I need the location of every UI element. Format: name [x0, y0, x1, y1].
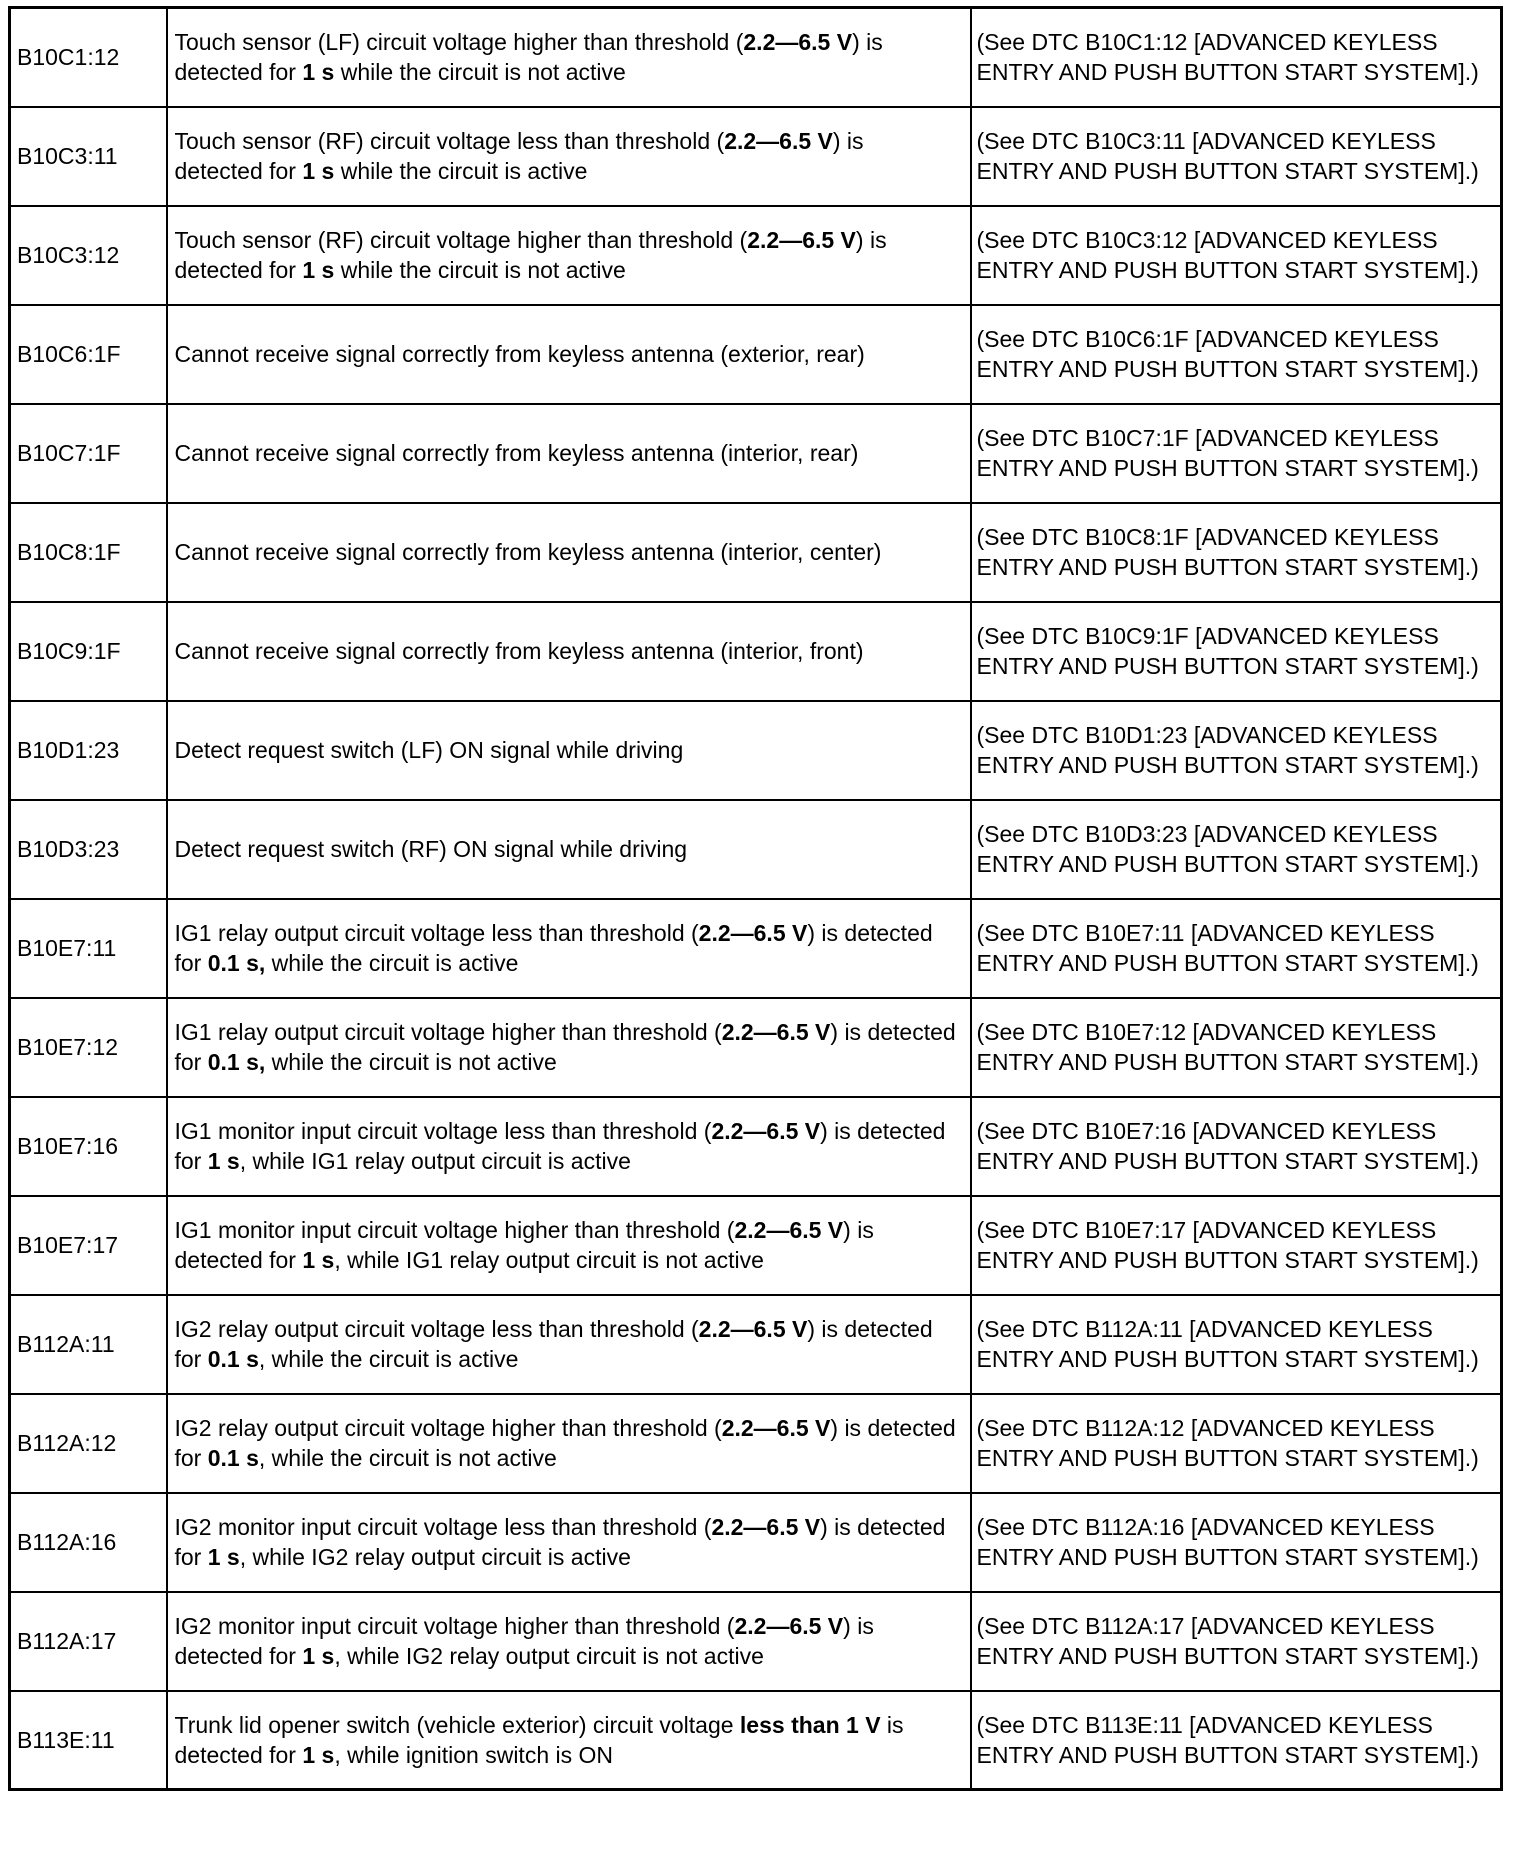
- dtc-code-cell: B10C3:12: [10, 206, 167, 305]
- detection-condition-cell: [167, 998, 971, 1097]
- condition-text: Detect request switch (LF) ON signal while driving: [174, 737, 684, 763]
- table-row: [10, 503, 1502, 602]
- condition-bold-text: 0.1 s,: [207, 1049, 266, 1075]
- condition-text: ) is detected for: [174, 920, 933, 976]
- condition-text: , while the circuit is not active: [258, 1445, 557, 1471]
- table-row: [10, 1592, 1502, 1691]
- condition-text: IG1 relay output circuit voltage higher than threshold (: [174, 1019, 722, 1045]
- detection-condition-cell: [167, 503, 971, 602]
- condition-bold-text: 1 s: [302, 1643, 335, 1669]
- table-row: [10, 602, 1502, 701]
- reference-cell: (See DTC B10E7:11 [ADVANCED KEYLESS ENTRY AND PUSH BUTTON START SYSTEM].): [971, 899, 1502, 998]
- condition-bold-text: 2.2—6.5 V: [743, 29, 853, 56]
- reference-cell: (See DTC B112A:12 [ADVANCED KEYLESS ENTRY AND PUSH BUTTON START SYSTEM].): [971, 1394, 1502, 1493]
- condition-text: is detected for: [174, 1711, 904, 1768]
- condition-bold-text: 2.2—6.5 V: [711, 1514, 821, 1540]
- table-row: [10, 206, 1502, 305]
- table-row: [10, 1691, 1502, 1790]
- dtc-code-cell: B112A:12: [10, 1394, 167, 1493]
- dtc-code-cell: B10D1:23: [10, 701, 167, 800]
- dtc-code-cell: B113E:11: [10, 1691, 167, 1790]
- dtc-code-cell: B10D3:23: [10, 800, 167, 899]
- condition-text: , while IG2 relay output circuit is not active: [334, 1643, 764, 1669]
- condition-text: while the circuit is active: [334, 158, 588, 184]
- condition-bold-text: 0.1 s,: [207, 950, 266, 976]
- condition-text: Trunk lid opener switch (vehicle exterior) circuit voltage: [174, 1711, 740, 1738]
- dtc-code-cell: B10C6:1F: [10, 305, 167, 404]
- table-row: [10, 305, 1502, 404]
- dtc-code-cell: B112A:16: [10, 1493, 167, 1592]
- dtc-code-cell: B10C7:1F: [10, 404, 167, 503]
- table-row: [10, 1394, 1502, 1493]
- condition-text: ) is detected for: [174, 1019, 956, 1075]
- detection-condition-cell: [167, 107, 971, 206]
- reference-cell: (See DTC B10C3:11 [ADVANCED KEYLESS ENTRY AND PUSH BUTTON START SYSTEM].): [971, 107, 1502, 206]
- dtc-code-cell: B112A:11: [10, 1295, 167, 1394]
- condition-text: , while ignition switch is ON: [334, 1741, 613, 1768]
- condition-text: Detect request switch (RF) ON signal while driving: [174, 836, 688, 862]
- reference-cell: (See DTC B112A:11 [ADVANCED KEYLESS ENTRY AND PUSH BUTTON START SYSTEM].): [971, 1295, 1502, 1394]
- condition-text: , while IG1 relay output circuit is not active: [334, 1247, 764, 1273]
- condition-bold-text: 2.2—6.5 V: [698, 1316, 808, 1342]
- table-row: [10, 1295, 1502, 1394]
- reference-cell: (See DTC B10C3:12 [ADVANCED KEYLESS ENTRY AND PUSH BUTTON START SYSTEM].): [971, 206, 1502, 305]
- condition-text: IG2 monitor input circuit voltage less than threshold (: [174, 1514, 712, 1540]
- detection-condition-cell: [167, 701, 971, 800]
- condition-text: while the circuit is active: [265, 950, 519, 976]
- detection-condition-cell: [167, 8, 971, 107]
- condition-text: IG2 relay output circuit voltage higher than threshold (: [174, 1415, 722, 1441]
- dtc-code-cell: B10C1:12: [10, 8, 167, 107]
- condition-bold-text: 2.2—6.5 V: [734, 1613, 844, 1639]
- condition-text: Cannot receive signal correctly from keyless antenna (interior, center): [174, 539, 882, 565]
- condition-text: Touch sensor (RF) circuit voltage higher than threshold (: [174, 227, 748, 253]
- condition-text: , while IG1 relay output circuit is active: [239, 1148, 631, 1174]
- detection-condition-cell: [167, 1097, 971, 1196]
- reference-cell: (See DTC B113E:11 [ADVANCED KEYLESS ENTRY AND PUSH BUTTON START SYSTEM].): [971, 1691, 1502, 1790]
- detection-condition-cell: [167, 404, 971, 503]
- condition-bold-text: 0.1 s: [207, 1445, 259, 1471]
- detection-condition-cell: [167, 899, 971, 998]
- dtc-code-cell: B10C9:1F: [10, 602, 167, 701]
- detection-condition-cell: [167, 1691, 971, 1790]
- table-row: [10, 701, 1502, 800]
- condition-text: IG1 monitor input circuit voltage higher than threshold (: [174, 1217, 735, 1243]
- condition-text: while the circuit is not active: [265, 1049, 557, 1075]
- detection-condition-cell: [167, 602, 971, 701]
- condition-text: Cannot receive signal correctly from keyless antenna (interior, rear): [174, 440, 859, 466]
- condition-text: ) is detected for: [174, 1316, 933, 1372]
- condition-text: ) is detected for: [174, 1514, 946, 1570]
- dtc-code-cell: B10C8:1F: [10, 503, 167, 602]
- condition-text: ) is detected for: [174, 1415, 956, 1471]
- condition-bold-text: 1 s: [207, 1148, 240, 1174]
- detection-condition-cell: [167, 305, 971, 404]
- condition-text: while the circuit is not active: [334, 59, 626, 86]
- condition-bold-text: 0.1 s: [207, 1346, 259, 1372]
- detection-condition-cell: [167, 1394, 971, 1493]
- table-row: [10, 800, 1502, 899]
- reference-cell: (See DTC B10E7:16 [ADVANCED KEYLESS ENTRY AND PUSH BUTTON START SYSTEM].): [971, 1097, 1502, 1196]
- dtc-code-cell: B10E7:11: [10, 899, 167, 998]
- condition-bold-text: 2.2—6.5 V: [721, 1415, 831, 1441]
- table-row: [10, 899, 1502, 998]
- detection-condition-cell: [167, 1592, 971, 1691]
- detection-condition-cell: [167, 800, 971, 899]
- condition-text: ) is detected for: [174, 1118, 946, 1174]
- reference-cell: (See DTC B10C1:12 [ADVANCED KEYLESS ENTRY AND PUSH BUTTON START SYSTEM].): [971, 8, 1502, 107]
- condition-text: Cannot receive signal correctly from keyless antenna (exterior, rear): [174, 341, 865, 367]
- condition-text: IG2 monitor input circuit voltage higher than threshold (: [174, 1613, 735, 1639]
- table-row: [10, 1196, 1502, 1295]
- condition-bold-text: 2.2—6.5 V: [698, 920, 808, 946]
- condition-text: IG1 monitor input circuit voltage less than threshold (: [174, 1118, 712, 1144]
- condition-bold-text: 2.2—6.5 V: [734, 1217, 844, 1243]
- table-row: [10, 1493, 1502, 1592]
- reference-cell: (See DTC B10C9:1F [ADVANCED KEYLESS ENTRY AND PUSH BUTTON START SYSTEM].): [971, 602, 1502, 701]
- dtc-code-cell: B10E7:12: [10, 998, 167, 1097]
- reference-cell: (See DTC B112A:17 [ADVANCED KEYLESS ENTRY AND PUSH BUTTON START SYSTEM].): [971, 1592, 1502, 1691]
- dtc-code-cell: B112A:17: [10, 1592, 167, 1691]
- reference-cell: (See DTC B10E7:17 [ADVANCED KEYLESS ENTRY AND PUSH BUTTON START SYSTEM].): [971, 1196, 1502, 1295]
- condition-bold-text: less than 1 V: [739, 1711, 881, 1738]
- table-row: [10, 404, 1502, 503]
- reference-cell: (See DTC B10C6:1F [ADVANCED KEYLESS ENTRY AND PUSH BUTTON START SYSTEM].): [971, 305, 1502, 404]
- condition-bold-text: 1 s: [302, 1247, 335, 1273]
- condition-text: ) is detected for: [174, 1613, 874, 1669]
- condition-bold-text: 2.2—6.5 V: [711, 1118, 821, 1144]
- condition-text: IG2 relay output circuit voltage less than threshold (: [174, 1316, 699, 1342]
- table-row: [10, 1097, 1502, 1196]
- detection-condition-cell: [167, 1295, 971, 1394]
- condition-bold-text: 2.2—6.5 V: [747, 227, 856, 253]
- condition-bold-text: 1 s: [302, 1741, 335, 1768]
- condition-text: , while IG2 relay output circuit is active: [239, 1544, 631, 1570]
- condition-text: Touch sensor (RF) circuit voltage less than threshold (: [174, 128, 725, 154]
- detection-condition-cell: [167, 1493, 971, 1592]
- condition-text: IG1 relay output circuit voltage less than threshold (: [174, 920, 699, 946]
- reference-cell: (See DTC B10C7:1F [ADVANCED KEYLESS ENTRY AND PUSH BUTTON START SYSTEM].): [971, 404, 1502, 503]
- condition-text: , while the circuit is active: [258, 1346, 519, 1372]
- detection-condition-cell: [167, 206, 971, 305]
- condition-bold-text: 1 s: [302, 158, 335, 184]
- table-row: [10, 8, 1502, 107]
- condition-text: ) is detected for: [174, 1217, 874, 1273]
- condition-text: ) is detected for: [174, 227, 887, 283]
- condition-bold-text: 2.2—6.5 V: [724, 128, 833, 154]
- condition-bold-text: 1 s: [302, 59, 335, 86]
- reference-cell: (See DTC B10E7:12 [ADVANCED KEYLESS ENTRY AND PUSH BUTTON START SYSTEM].): [971, 998, 1502, 1097]
- condition-text: Cannot receive signal correctly from keyless antenna (interior, front): [174, 638, 864, 664]
- condition-text: ) is detected for: [174, 128, 864, 184]
- condition-bold-text: 2.2—6.5 V: [721, 1019, 831, 1045]
- condition-text: Touch sensor (LF) circuit voltage higher than threshold (: [174, 29, 744, 56]
- reference-cell: (See DTC B10C8:1F [ADVANCED KEYLESS ENTRY AND PUSH BUTTON START SYSTEM].): [971, 503, 1502, 602]
- condition-text: ) is detected for: [174, 29, 883, 86]
- condition-bold-text: 1 s: [302, 257, 335, 283]
- condition-text: while the circuit is not active: [334, 257, 626, 283]
- dtc-code-cell: B10E7:16: [10, 1097, 167, 1196]
- detection-condition-cell: [167, 1196, 971, 1295]
- table-row: [10, 107, 1502, 206]
- dtc-code-cell: B10E7:17: [10, 1196, 167, 1295]
- condition-bold-text: 1 s: [207, 1544, 240, 1570]
- dtc-code-cell: B10C3:11: [10, 107, 167, 206]
- reference-cell: (See DTC B10D1:23 [ADVANCED KEYLESS ENTRY AND PUSH BUTTON START SYSTEM].): [971, 701, 1502, 800]
- reference-cell: (See DTC B10D3:23 [ADVANCED KEYLESS ENTRY AND PUSH BUTTON START SYSTEM].): [971, 800, 1502, 899]
- dtc-table-body: [10, 8, 1502, 1790]
- reference-cell: (See DTC B112A:16 [ADVANCED KEYLESS ENTRY AND PUSH BUTTON START SYSTEM].): [971, 1493, 1502, 1592]
- table-row: [10, 998, 1502, 1097]
- dtc-table: [8, 6, 1503, 1791]
